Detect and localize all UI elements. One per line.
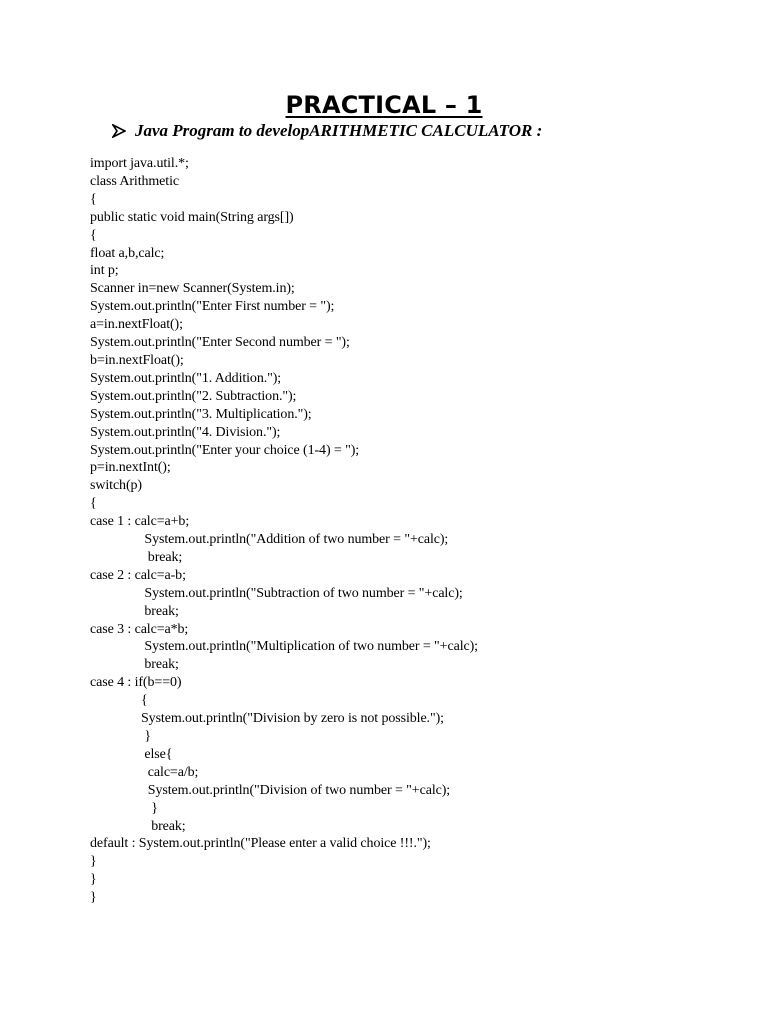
page-title: PRACTICAL – 1: [285, 91, 483, 119]
program-heading: [112, 120, 542, 142]
program-heading-name: ARITHMETIC CALCULATOR :: [309, 121, 543, 140]
arrow-bullet-icon: [112, 124, 126, 138]
java-code-listing: import java.util.*; class Arithmetic { public static void main(String args[]) { float a,b,calc; int p; Scanner in=new Scanner(System.in); System.out.println("Enter First number = "); a=in.nextFloat(); System.out.println("Enter Second number = "); b=in.nextFloat(); System.out.println("1. Addition."); System.out.println("2. Subtraction."); System.out.println("3. Multiplication."); System.out.println("4. Division."); System.out.println("Enter your choice (1-4) = "); p=in.nextInt(); switch(p) { case 1 : calc=a+b; System.out.println("Addition of two number = "+calc); break; case 2 : calc=a-b; System.out.println("Subtraction of two number = "+calc); break; case 3 : calc=a*b; System.out.println("Multiplication of two number = "+calc); break; case 4 : if(b==0) { System.out.println("Division by zero is not possible."); } else{ calc=a/b; System.out.println("Division of two number = "+calc); } break; default : System.out.println("Please enter a valid choice !!!."); } } }: [90, 156, 478, 906]
program-heading-lead: Java Program to develop: [135, 121, 310, 140]
